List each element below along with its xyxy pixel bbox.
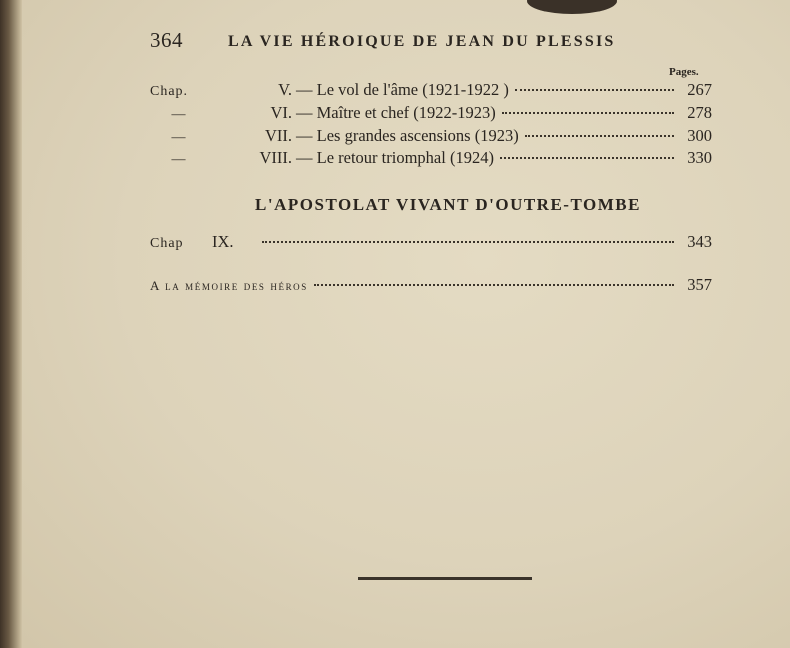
toc-page-number: 278 — [687, 103, 712, 122]
toc-chapter-numeral: VII. — [264, 126, 292, 145]
toc-page-number: 300 — [687, 126, 712, 145]
toc-prefix: — — [171, 130, 187, 145]
toc-row — [150, 275, 712, 299]
toc-chapter-numeral: VI. — [270, 103, 292, 122]
toc-chapter-numeral: V. — [278, 80, 292, 99]
dot-leader — [525, 135, 674, 137]
toc-chapter-numeral: IX. — [212, 232, 234, 251]
toc-prefix: Chap. — [150, 84, 189, 99]
toc-row — [150, 148, 712, 172]
page-number: 364 — [150, 28, 183, 52]
dot-leader — [500, 157, 674, 159]
toc-chapter-title: — Le vol de l'âme (1921-1922 ) — [296, 80, 509, 99]
toc-prefix: — — [171, 152, 187, 167]
toc-row — [150, 103, 712, 127]
section-heading: L'APOSTOLAT VIVANT D'OUTRE-TOMBE — [255, 195, 641, 214]
toc-page-number: 357 — [687, 275, 712, 294]
toc-row — [150, 126, 712, 150]
toc-page-number: 267 — [687, 80, 712, 99]
toc-page-number: 343 — [687, 232, 712, 251]
toc-row — [150, 80, 712, 104]
pages-column-label: Pages. — [669, 66, 699, 78]
toc-row — [150, 232, 712, 256]
end-rule — [358, 577, 532, 580]
toc-chapter-title: — Les grandes ascensions (1923) — [296, 126, 519, 145]
dot-leader — [515, 89, 674, 91]
book-spine-edge — [0, 0, 22, 648]
toc-chapter-title: — Maître et chef (1922-1923) — [296, 103, 496, 122]
toc-chapter-title: — Le retour triomphal (1924) — [296, 148, 494, 167]
book-page — [22, 0, 790, 648]
dot-leader — [262, 241, 674, 243]
toc-prefix: — — [171, 107, 187, 122]
memorial-title: A la mémoire des héros — [150, 278, 308, 293]
toc-page-number: 330 — [687, 148, 712, 167]
dot-leader — [314, 284, 674, 286]
shadow-blob — [527, 0, 617, 14]
dot-leader — [502, 112, 674, 114]
toc-prefix: Chap — [150, 236, 184, 251]
toc-chapter-numeral: VIII. — [259, 148, 292, 167]
running-header-title: LA VIE HÉROIQUE DE JEAN DU PLESSIS — [228, 33, 616, 50]
